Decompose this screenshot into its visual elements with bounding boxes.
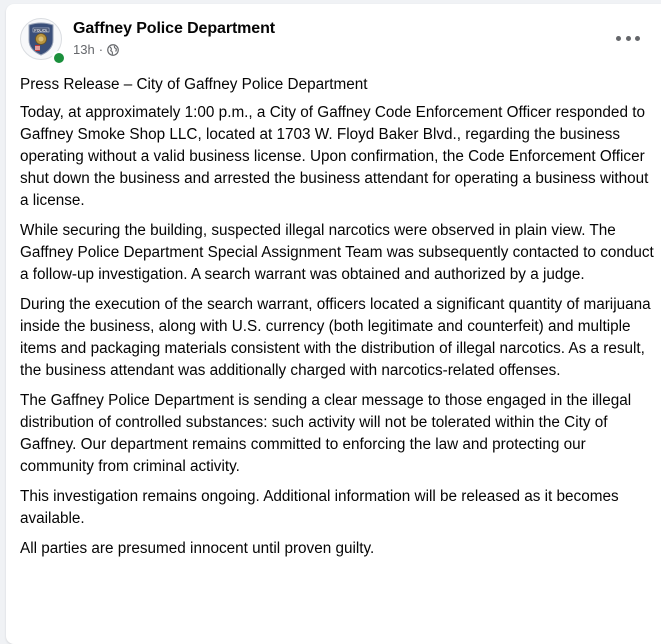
post-paragraph: This investigation remains ongoing. Additional information will be released as it becomes available. (20, 488, 619, 527)
more-horizontal-icon-dot (635, 36, 640, 41)
post-paragraph: During the execution of the search warrant, officers located a significant quantity of marijuana inside the business, along with U.S. currency (both legitimate and counterfeit) and multiple items and packaging materials consistent with the distribution of illegal narcotics. As a result, the business attendant was additionally charged with narcotics-related offenses. (20, 296, 651, 379)
page-name-link[interactable]: Gaffney Police Department (73, 20, 276, 37)
online-status-indicator (52, 51, 66, 65)
more-horizontal-icon-dot (626, 36, 631, 41)
svg-text:POLICE: POLICE (34, 28, 48, 33)
more-options-button[interactable] (616, 30, 640, 46)
post-paragraph: The Gaffney Police Department is sending a clear message to those engaged in the illegal distribution of controlled substances: such activity will not be tolerated within the City of Gaffney. Our department remains committed to enforcing the law and protecting our community from criminal activity. (20, 392, 632, 475)
post-paragraph: Today, at approximately 1:00 p.m., a City of Gaffney Code Enforcement Officer responded to Gaffney Smoke Shop LLC, located at 1703 W. Floyd Baker Blvd., regarding the business operating without a valid business license. Upon confirmation, the Code Enforcement Officer shut down the business and arrested the business attendant for operating a business without a license. (20, 104, 649, 209)
post-header (20, 18, 275, 60)
more-horizontal-icon-dot (616, 36, 621, 41)
globe-icon[interactable] (107, 44, 119, 56)
meta-separator: · (98, 42, 104, 57)
post-timestamp[interactable]: 13h (73, 42, 95, 57)
post-headline: Press Release – City of Gaffney Police Department (20, 76, 368, 93)
post-paragraph: While securing the building, suspected illegal narcotics were observed in plain view. The Gaffney Police Department Special Assignment Team was subsequently contacted to conduct a follow-up investigation. A search warrant was obtained and authorized by a judge. (20, 222, 654, 283)
page-avatar[interactable] (20, 18, 62, 60)
post-card (6, 4, 661, 644)
police-badge-icon (26, 22, 56, 56)
post-paragraph: All parties are presumed innocent until proven guilty. (20, 540, 375, 557)
post-body (20, 74, 660, 568)
